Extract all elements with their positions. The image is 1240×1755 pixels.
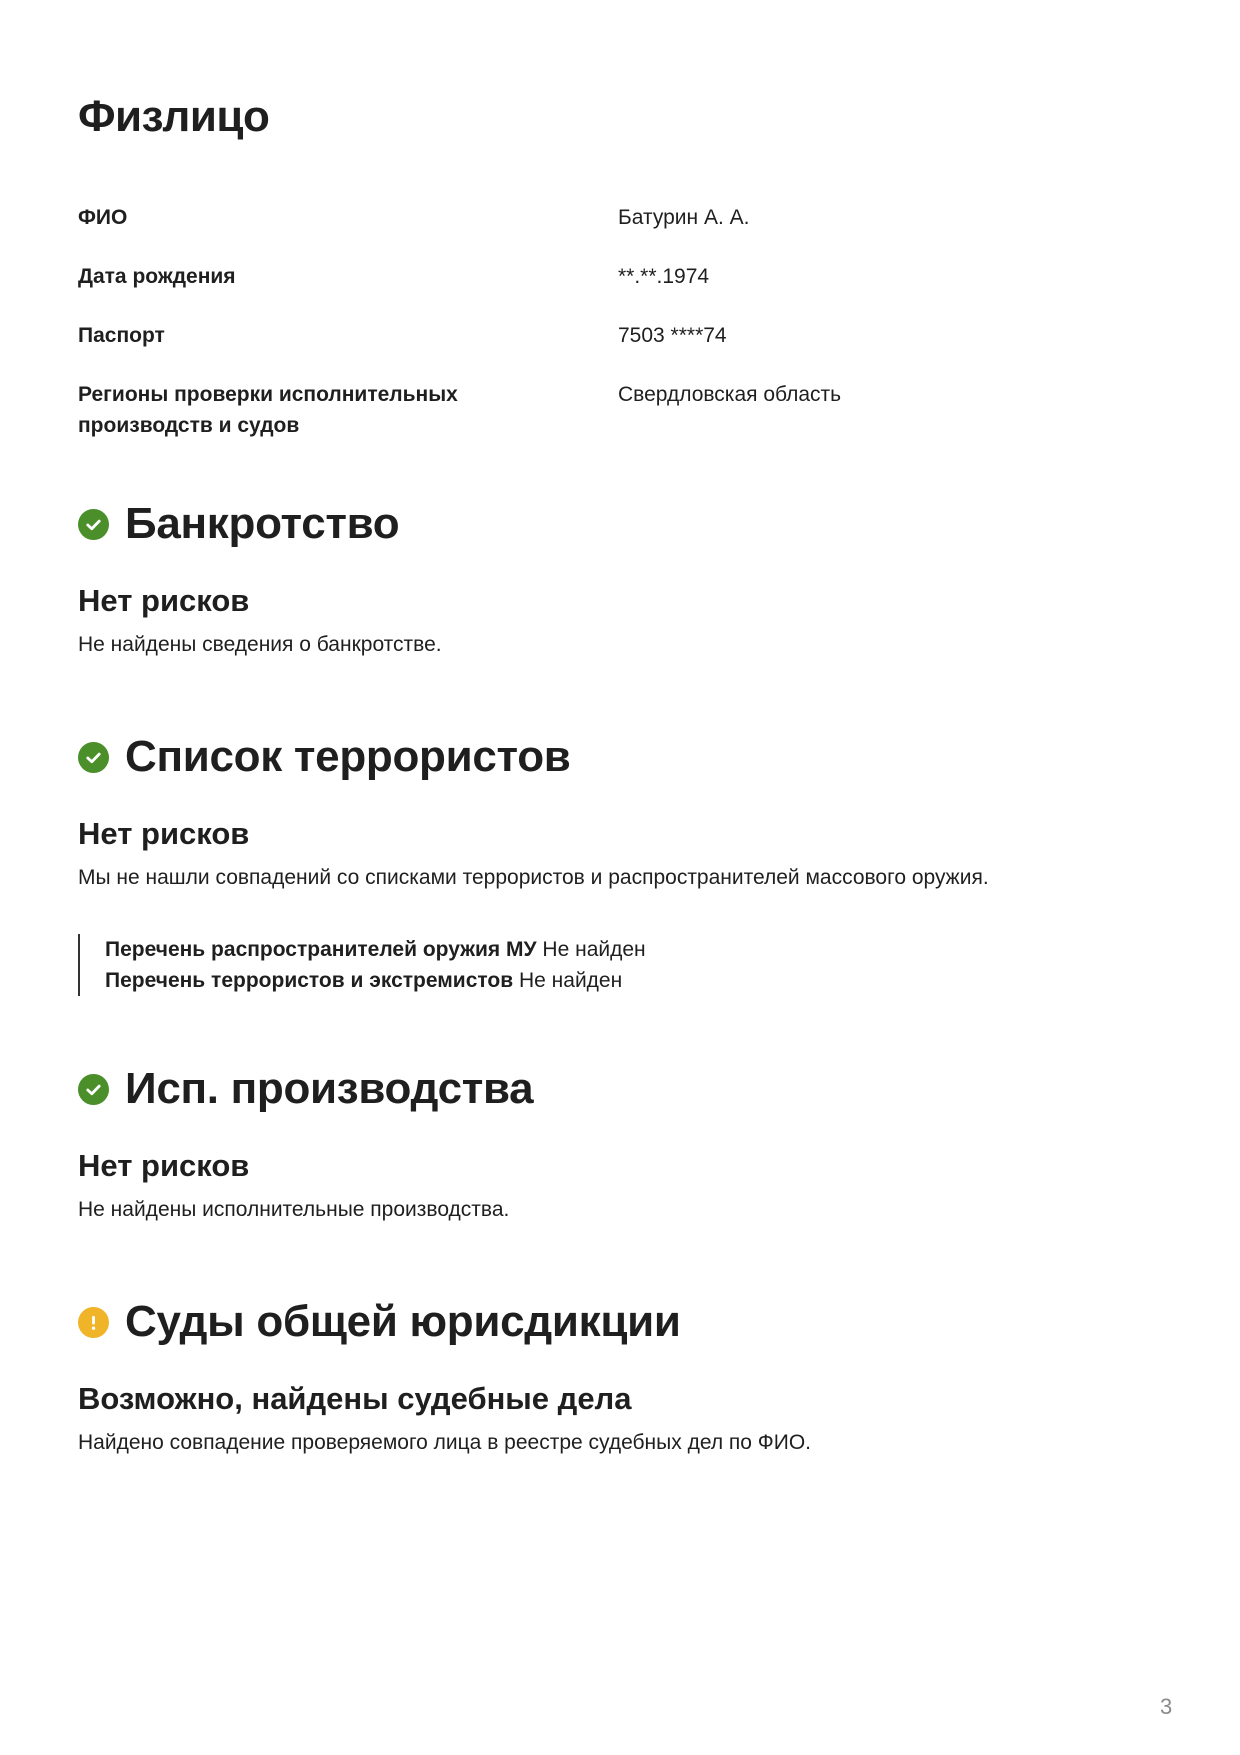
- info-row-birth-date: [78, 261, 1078, 292]
- detail-label: Перечень террористов и экстремистов: [105, 969, 514, 992]
- exclamation-circle-icon: [78, 1307, 109, 1338]
- section-subtitle: Нет рисков: [78, 1148, 250, 1183]
- check-circle-icon: [78, 1074, 109, 1105]
- section-description: Найдено совпадение проверяемого лица в реестре судебных дел по ФИО.: [78, 1431, 812, 1454]
- info-label: Дата рождения: [78, 265, 236, 288]
- section-enforcement: [78, 1061, 1168, 1117]
- check-circle-icon: [78, 742, 109, 773]
- section-description: Мы не нашли совпадений со списками террористов и распространителей массового оружия.: [78, 866, 989, 889]
- details-quote: [78, 934, 1005, 996]
- detail-label: Перечень распространителей оружия МУ: [105, 938, 537, 961]
- section-subtitle: Возможно, найдены судебные дела: [78, 1381, 632, 1416]
- section-title: Банкротство: [125, 499, 400, 548]
- detail-value: Не найден: [542, 938, 646, 961]
- info-label: Регионы проверки исполнительных производств и судов: [78, 383, 458, 437]
- info-label: ФИО: [78, 206, 128, 229]
- section-courts: [78, 1294, 1168, 1350]
- info-row-passport: [78, 320, 1078, 351]
- page-title: Физлицо: [78, 92, 270, 141]
- section-header: [78, 729, 1168, 785]
- info-value: Свердловская область: [618, 383, 842, 406]
- section-header: [78, 1061, 1168, 1117]
- section-header: [78, 1294, 1168, 1350]
- section-description: Не найдены сведения о банкротстве.: [78, 633, 442, 656]
- section-title: Исп. производства: [125, 1064, 534, 1113]
- section-title: Список террористов: [125, 732, 571, 781]
- section-subtitle: Нет рисков: [78, 816, 250, 851]
- info-label: Паспорт: [78, 324, 165, 347]
- detail-value: Не найден: [518, 969, 623, 992]
- section-description: Не найдены исполнительные производства.: [78, 1198, 510, 1221]
- section-terrorist-list: [78, 729, 1168, 785]
- detail-line: [105, 965, 1005, 996]
- info-value: **.**.1974: [618, 265, 710, 288]
- section-header: [78, 496, 1168, 552]
- info-row-regions: [78, 379, 1078, 441]
- person-info-table: [78, 202, 1078, 469]
- detail-line: [105, 934, 1005, 965]
- page-number: 3: [1160, 1694, 1173, 1719]
- check-circle-icon: [78, 509, 109, 540]
- info-value: 7503 ****74: [618, 324, 727, 347]
- section-subtitle: Нет рисков: [78, 583, 250, 618]
- section-title: Суды общей юрисдикции: [125, 1297, 681, 1346]
- info-row-fio: [78, 202, 1078, 233]
- section-bankruptcy: [78, 496, 1168, 552]
- info-value: Батурин А. А.: [618, 206, 750, 229]
